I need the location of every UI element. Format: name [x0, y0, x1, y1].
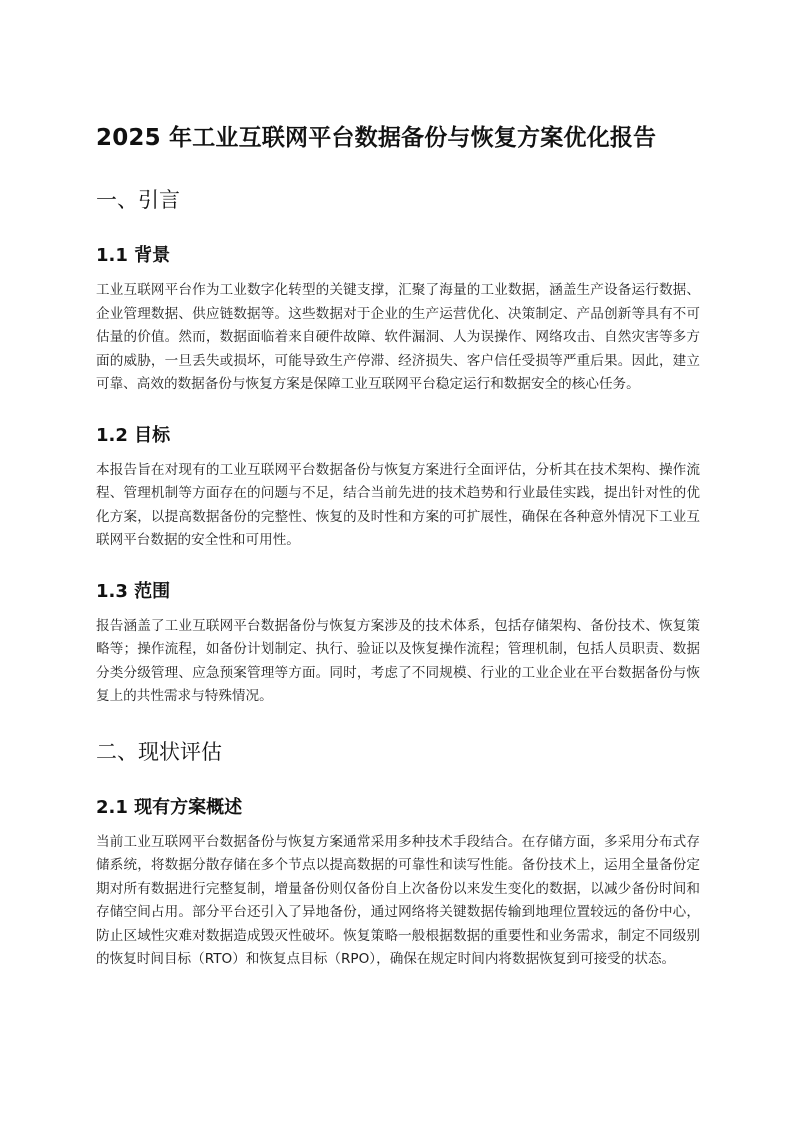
section-heading-introduction: 一、引言 [96, 188, 180, 212]
paragraph-existing-solution: 当前工业互联网平台数据备份与恢复方案通常采用多种技术手段结合。在存储方面，多采用分布式存储系统，将数据分散存储在多个节点以提高数据的可靠性和读写性能。备份技术上，运用全量备份定期对所有数据进行完整复制，增量备份则仅备份自上次备份以来发生变化的数据，以减少备份时间和存储空间占用。部分平台还引入了异地备份，通过网络将关键数据传输到地理位置较远的备份中心，防止区域性灾难对数据造成毁灭性破坏。恢复策略一般根据数据的重要性和业务需求，制定不同级别的恢复时间目标（RTO）和恢复点目标（RPO），确保在规定时间内将数据恢复到可接受的状态。 [96, 833, 700, 967]
paragraph-scope: 报告涵盖了工业互联网平台数据备份与恢复方案涉及的技术体系，包括存储架构、备份技术、恢复策略等；操作流程，如备份计划制定、执行、验证以及恢复操作流程；管理机制，包括人员职责、数据分类分级管理、应急预案管理等方面。同时，考虑了不同规模、行业的工业企业在平台数据备份与恢复上的共性需求与特殊情况。 [96, 617, 700, 704]
subsection-heading-existing-solution: 2.1 现有方案概述 [96, 796, 243, 818]
paragraph-background: 工业互联网平台作为工业数字化转型的关键支撑，汇聚了海量的工业数据，涵盖生产设备运行数据、企业管理数据、供应链数据等。这些数据对于企业的生产运营优化、决策制定、产品创新等具有不可估量的价值。然而，数据面临着来自硬件故障、软件漏洞、人为误操作、网络攻击、自然灾害等多方面的威胁，一旦丢失或损坏，可能导致生产停滞、经济损失、客户信任受损等严重后果。因此，建立可靠、高效的数据备份与恢复方案是保障工业互联网平台稳定运行和数据安全的核心任务。 [96, 282, 700, 392]
document-body [96, 118, 700, 972]
section-heading-status-assessment: 二、现状评估 [96, 739, 222, 764]
paragraph-goals: 本报告旨在对现有的工业互联网平台数据备份与恢复方案进行全面评估，分析其在技术架构、操作流程、管理机制等方面存在的问题与不足，结合当前先进的技术趋势和行业最佳实践，提出针对性的优化方案，以提高数据备份的完整性、恢复的及时性和方案的可扩展性，确保在各种意外情况下工业互联网平台数据的安全性和可用性。 [96, 461, 700, 548]
document-title: 2025 年工业互联网平台数据备份与恢复方案优化报告 [96, 125, 657, 151]
subsection-heading-background: 1.1 背景 [96, 245, 171, 266]
subsection-heading-scope: 1.3 范围 [96, 580, 171, 602]
subsection-heading-goals: 1.2 目标 [96, 424, 171, 446]
